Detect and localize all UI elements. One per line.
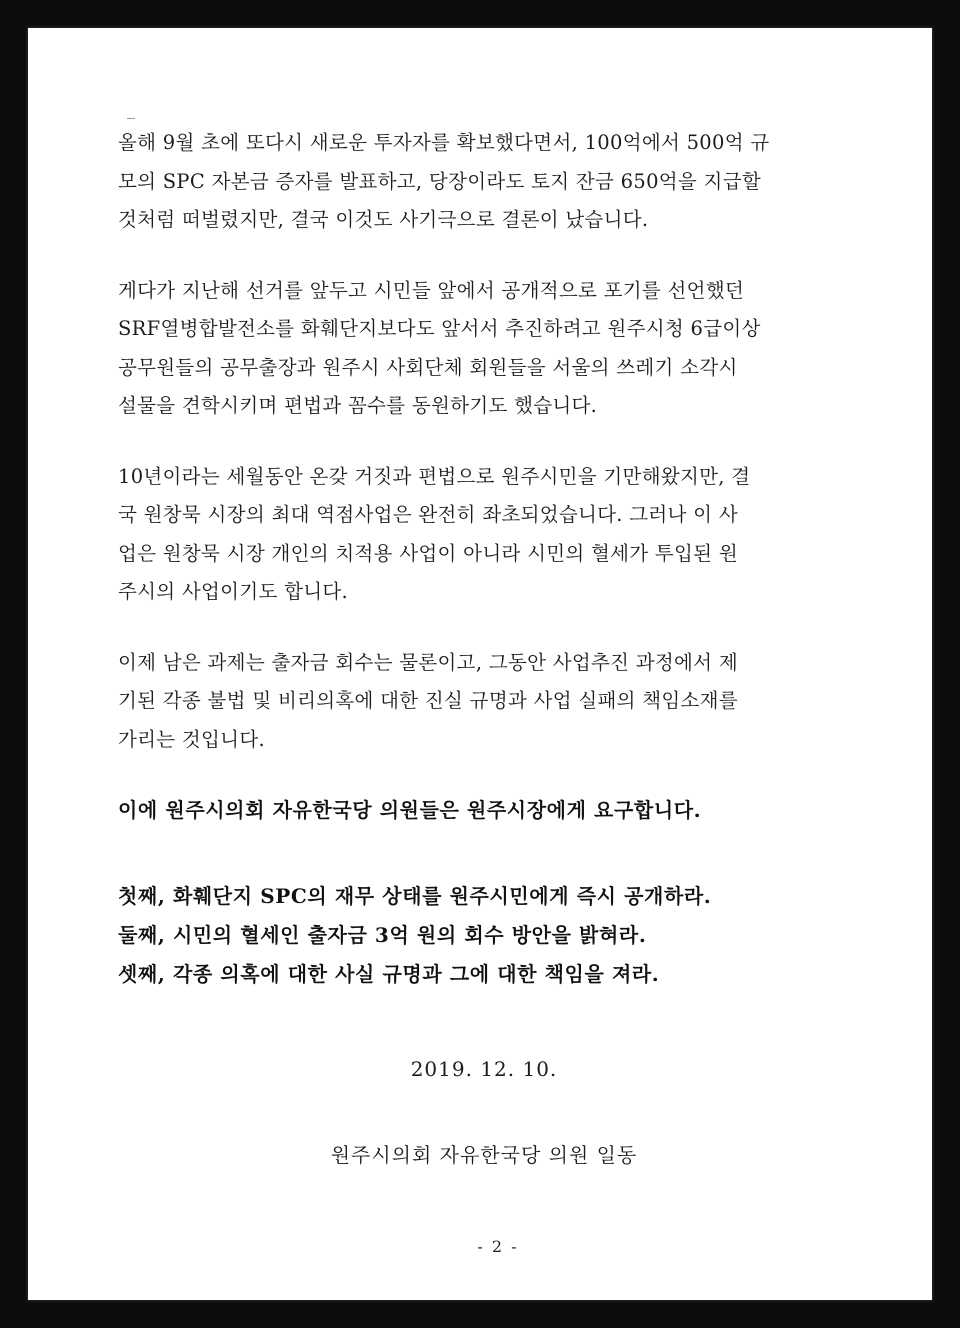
paragraph-line: 기된 각종 불법 및 비리의혹에 대한 진실 규명과 사업 실패의 책임소재를 xyxy=(118,689,738,712)
paragraph-line: 주시의 사업이기도 합니다. xyxy=(118,580,349,603)
demand-item: 셋째, 각종 의혹에 대한 사실 규명과 그에 대한 책임을 져라. xyxy=(118,962,660,986)
demand-lead: 이에 원주시의회 자유한국당 의원들은 원주시장에게 요구합니다. xyxy=(118,798,702,822)
paragraph-line: 게다가 지난해 선거를 앞두고 시민들 앞에서 공개적으로 포기를 선언했던 xyxy=(118,278,745,302)
paragraph-line: 올해 9월 초에 또다시 새로운 투자자를 확보했다면서, 100억에서 500억 규 xyxy=(118,131,770,154)
document-page xyxy=(26,26,934,1302)
demand-item: 둘째, 시민의 혈세인 출자금 3억 원의 회수 방안을 밝혀라. xyxy=(118,923,647,947)
paragraph-line: 모의 SPC 자본금 증자를 발표하고, 당장이라도 토지 잔금 650억을 지급할 xyxy=(118,169,761,193)
paragraph-line: 국 원창묵 시장의 최대 역점사업은 완전히 좌초되었습니다. 그러나 이 사 xyxy=(118,503,738,526)
scan-mark xyxy=(127,118,135,119)
document-date: 2019. 12. 10. xyxy=(410,1057,558,1081)
paragraph-remaining-tasks xyxy=(118,644,850,760)
paragraph-line: 것처럼 떠벌렸지만, 결국 이것도 사기극으로 결론이 났습니다. xyxy=(118,208,649,231)
paragraph-investor xyxy=(118,124,850,240)
page-number: - 2 - xyxy=(477,1237,519,1256)
paragraph-line: 10년이라는 세월동안 온갖 거짓과 편법으로 원주시민을 기만해왔지만, 결 xyxy=(118,464,751,488)
paragraph-line: 가리는 것입니다. xyxy=(118,727,265,751)
demand-item: 첫째, 화훼단지 SPC의 재무 상태를 원주시민에게 즉시 공개하라. xyxy=(118,884,712,908)
paragraph-line: 이제 남은 과제는 출자금 회수는 물론이고, 그동안 사업추진 과정에서 제 xyxy=(118,650,738,674)
paragraph-srf xyxy=(118,272,850,426)
signature: 원주시의회 자유한국당 의원 일동 xyxy=(330,1143,638,1167)
paragraph-line: 공무원들의 공무출장과 원주시 사회단체 회원들을 서울의 쓰레기 소각시 xyxy=(118,355,738,379)
paragraph-line: 업은 원창묵 시장 개인의 치적용 사업이 아니라 시민의 혈세가 투입된 원 xyxy=(118,541,738,565)
paragraph-line: 설물을 견학시키며 편법과 꼼수를 동원하기도 했습니다. xyxy=(118,394,598,417)
paragraph-ten-years xyxy=(118,458,850,612)
demands-list xyxy=(118,877,850,994)
paragraph-line: SRF열병합발전소를 화훼단지보다도 앞서서 추진하려고 원주시청 6급이상 xyxy=(118,317,761,340)
document-body xyxy=(118,124,850,1256)
